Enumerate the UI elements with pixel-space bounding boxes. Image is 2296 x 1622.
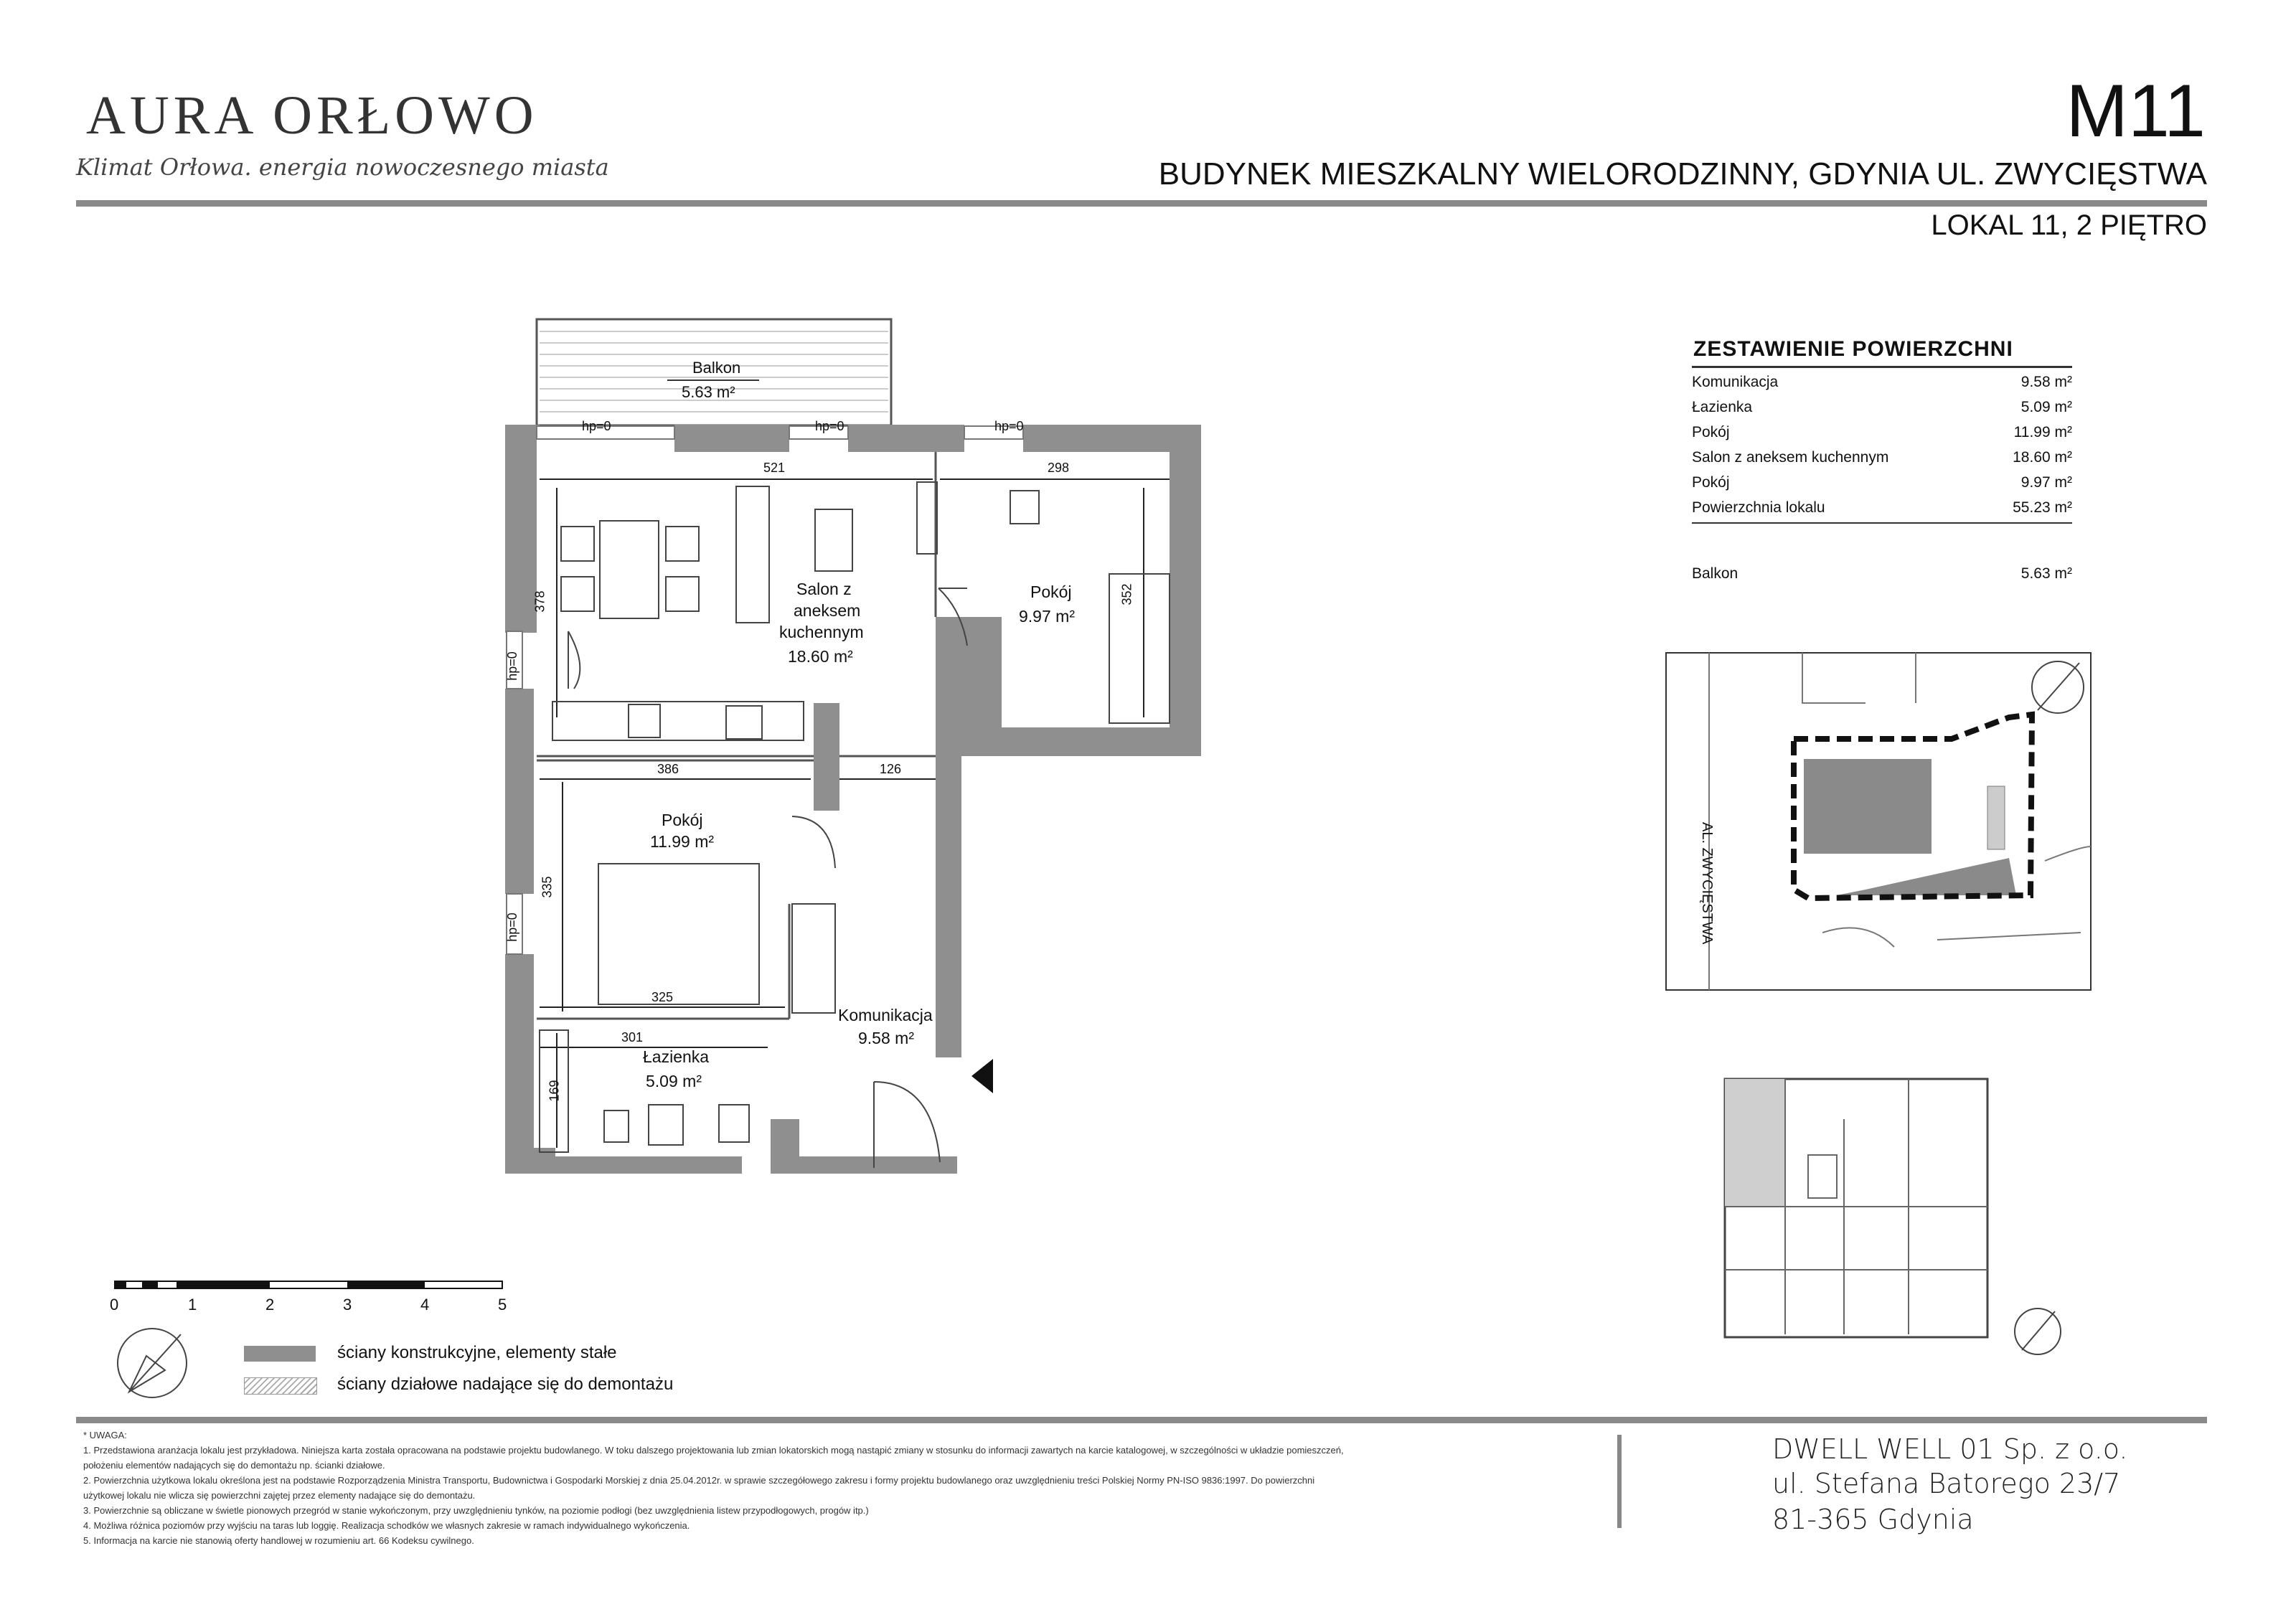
room-area-lazienka: 5.09 m² <box>646 1072 702 1090</box>
hp-marker: hp=0 <box>504 651 519 681</box>
note-line: * UWAGA: <box>83 1430 127 1441</box>
dimension-label: 378 <box>532 590 547 613</box>
room-area-komunikacja: 9.58 m² <box>858 1029 914 1047</box>
hp-marker: hp=0 <box>815 419 844 433</box>
dimension-label: 335 <box>540 876 555 898</box>
dimension-label: 301 <box>621 1030 644 1045</box>
scale-tick: 3 <box>343 1296 352 1314</box>
areas-title: ZESTAWIENIE POWIERZCHNI <box>1693 337 2013 361</box>
scale-tick: 2 <box>265 1296 275 1314</box>
area-row: Pokój 9.97 m² <box>1692 474 2072 491</box>
site-map <box>1666 653 2091 990</box>
scale-tick: 4 <box>420 1296 430 1314</box>
legend-removable: ściany działowe nadające się do demontażu <box>337 1375 674 1394</box>
dimension-label: 298 <box>1048 461 1070 475</box>
legend-swatch-structural <box>244 1346 316 1362</box>
note-line: 2. Powierzchnia użytkowa lokalu określona jest na podstawie Rozporządzenia Ministra Transportu, Budownictwa i Gospodarki Morskiej z dnia 25.04.2012r. w sprawie szczegółowego zakresu i formy projektu budowlanego oraz uwzględnieniu treści Polskiej Normy PN-ISO 9836:1997. Do powierzchni <box>83 1475 1315 1486</box>
note-line: 1. Przedstawiona aranżacja lokalu jest przykładowa. Niniejsza karta została opracowana na podstawie projektu budowlanego. W toku dalszego projektowania lub zmian lokatorskich mogą nastąpić zmiany w stosunku do informacji zawartych na karcie katalogowej, w szczególności w układzie pomieszczeń, <box>83 1445 1344 1456</box>
footer-divider <box>76 1417 2207 1423</box>
room-label-lazienka: Łazienka <box>643 1047 710 1066</box>
room-area-pokoj: 9.97 m² <box>1019 607 1075 626</box>
hp-marker: hp=0 <box>582 419 611 433</box>
room-label-salon: Salon z <box>796 580 852 598</box>
dimension-label: 325 <box>651 990 674 1004</box>
note-line: położeniu elementów nadających się do demontażu np. ścianki działowe. <box>83 1460 385 1471</box>
room-area-pokoj: 11.99 m² <box>650 832 715 851</box>
unit-location: LOKAL 11, 2 PIĘTRO <box>1931 209 2207 241</box>
entrance-arrow <box>971 1059 993 1093</box>
brand-tagline: Klimat Orłowa. energia nowoczesnego miasta <box>76 154 609 181</box>
note-line: 3. Powierzchnie są obliczane w świetle pionowych przegród w stanie wykończonym, przy uwzględnieniu tynków, na poziomie podłogi (bez uwzględnienia listew przypodłogowych, progów itp.) <box>83 1505 869 1516</box>
legend-structural: ściany konstrukcyjne, elementy stałe <box>337 1343 617 1362</box>
company-street: ul. Stefana Batorego 23/7 <box>1772 1468 2121 1499</box>
room-label-pokoj: Pokój <box>662 811 703 829</box>
room-label-komunikacja: Komunikacja <box>838 1006 933 1024</box>
dimension-label: 169 <box>547 1080 562 1102</box>
area-row: Salon z aneksem kuchennym 18.60 m² <box>1692 449 2072 466</box>
dimension-label: 521 <box>763 461 786 475</box>
hp-marker: hp=0 <box>504 913 519 942</box>
note-line: 4. Możliwa różnica poziomów przy wyjściu na taras lub loggię. Realizacja schodków we własnych zakresie w ramach indywidualnego wykończenia. <box>83 1520 690 1531</box>
room-label-salon: aneksem <box>794 601 861 620</box>
notes <box>83 1428 1576 1548</box>
scale-tick: 0 <box>110 1296 119 1314</box>
scale-tick: 1 <box>188 1296 197 1314</box>
areas-divider <box>1692 366 2072 368</box>
dimension-lines <box>540 479 1170 1148</box>
hp-marker: hp=0 <box>994 419 1024 433</box>
note-line: 5. Informacja na karcie nie stanowią oferty handlowej w rozumieniu art. 66 Kodeksu cywilnego. <box>83 1535 474 1546</box>
brand-logo-text: AURA ORŁOWO <box>86 85 538 146</box>
room-label-pokoj: Pokój <box>1030 583 1072 601</box>
legend-swatch-removable <box>244 1377 317 1395</box>
company-city: 81-365 Gdynia <box>1772 1504 1974 1535</box>
room-area-salon: 18.60 m² <box>788 647 853 666</box>
footer-separator <box>1617 1435 1622 1528</box>
dimension-label: 352 <box>1119 583 1134 605</box>
unit-code: M11 <box>2066 70 2206 153</box>
area-row-total: Powierzchnia lokalu 55.23 m² <box>1692 499 2072 516</box>
scale-tick: 5 <box>498 1296 507 1314</box>
building-title: BUDYNEK MIESZKALNY WIELORODZINNY, GDYNIA UL. ZWYCIĘSTWA <box>1158 156 2207 192</box>
scale-bar <box>115 1281 502 1288</box>
furniture <box>540 482 1170 1168</box>
dimension-label: 126 <box>880 762 902 776</box>
street-label: AL. ZWYCIĘSTWA <box>1699 822 1715 945</box>
area-row-balcony: Balkon 5.63 m² <box>1692 565 2072 582</box>
compass-icon <box>118 1329 187 1397</box>
area-row: Komunikacja 9.58 m² <box>1692 374 2072 390</box>
dimension-label: 386 <box>657 762 679 776</box>
building-key-plan <box>1725 1079 2061 1354</box>
room-label-balkon: Balkon <box>692 359 741 377</box>
note-line: użytkowej lokalu nie wlicza się powierzchni zajętej przez elementy nadające się do demontażu. <box>83 1490 476 1501</box>
company-name: DWELL WELL 01 Sp. z o.o. <box>1772 1433 2128 1465</box>
area-row: Pokój 11.99 m² <box>1692 424 2072 440</box>
room-label-salon: kuchennym <box>779 623 864 641</box>
area-row: Łazienka 5.09 m² <box>1692 399 2072 415</box>
room-area-balkon: 5.63 m² <box>682 383 735 401</box>
areas-divider <box>1692 522 2072 524</box>
